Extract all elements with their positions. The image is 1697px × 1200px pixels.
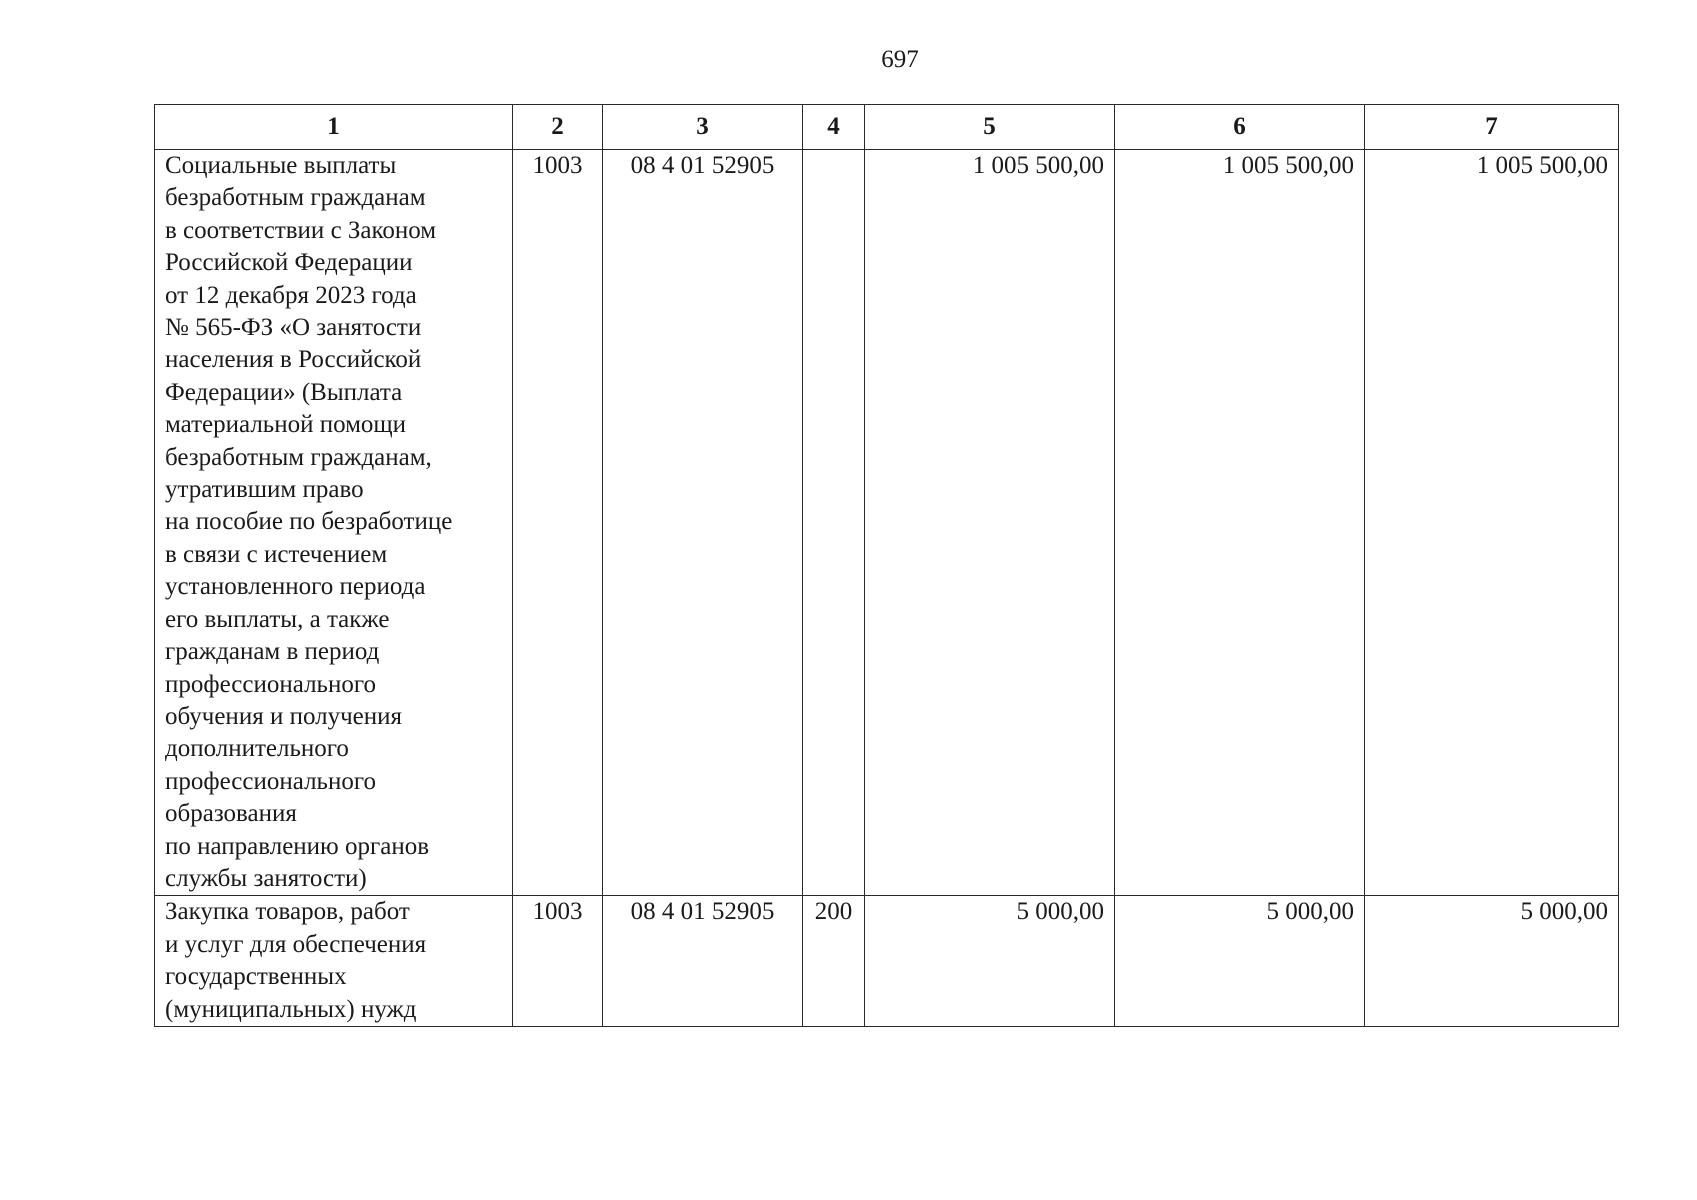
expense-type-code — [803, 150, 865, 896]
column-header: 1 — [155, 105, 513, 150]
description-line: безработным гражданам — [165, 184, 426, 212]
table-row — [155, 150, 1619, 896]
description-line: гражданам в период — [165, 638, 380, 666]
column-header: 4 — [803, 105, 865, 150]
description-line: Социальные выплаты — [165, 152, 397, 179]
column-header: 5 — [865, 105, 1115, 150]
amount-cell: 5 000,00 — [1115, 896, 1365, 1027]
description-line: Российской Федерации — [165, 249, 413, 277]
column-header: 6 — [1115, 105, 1365, 150]
row-description — [155, 896, 513, 1027]
description-line: службы занятости) — [165, 864, 367, 892]
description-line: обучения и получения — [165, 702, 403, 730]
description-line: безработным гражданам, — [165, 443, 432, 471]
description-line: № 565-ФЗ «О занятости — [165, 314, 422, 342]
description-line: утратившим право — [165, 476, 364, 504]
section-code: 1003 — [513, 896, 603, 1027]
description-line: профессионального — [165, 670, 376, 698]
column-header: 7 — [1365, 105, 1619, 150]
description-line: в соответствии с Законом — [165, 216, 437, 244]
description-line: государственных — [165, 963, 347, 991]
amount-cell: 1 005 500,00 — [865, 150, 1115, 896]
description-line: профессионального — [165, 767, 376, 795]
amount-cell: 1 005 500,00 — [1115, 150, 1365, 896]
target-article-code: 08 4 01 52905 — [603, 150, 803, 896]
description-line: Закупка товаров, работ — [165, 898, 410, 926]
description-line: по направлению органов — [165, 832, 430, 860]
description-line: образования — [165, 800, 297, 828]
expense-type-code: 200 — [803, 896, 865, 1027]
description-line: его выплаты, а также — [165, 605, 390, 633]
budget-table — [154, 104, 1619, 1027]
column-header: 3 — [603, 105, 803, 150]
section-code: 1003 — [513, 150, 603, 896]
description-line: материальной помощи — [165, 411, 407, 439]
description-line: от 12 декабря 2023 года — [165, 281, 417, 309]
amount-cell: 5 000,00 — [1365, 896, 1619, 1027]
table-header-row — [155, 105, 1619, 150]
description-line: на пособие по безработице — [165, 508, 453, 536]
row-description — [155, 150, 513, 896]
column-header: 2 — [513, 105, 603, 150]
table-row — [155, 896, 1619, 1027]
description-line: в связи с истечением — [165, 540, 388, 568]
amount-cell: 1 005 500,00 — [1365, 150, 1619, 896]
description-line: Федерации» (Выплата — [165, 378, 403, 406]
amount-cell: 5 000,00 — [865, 896, 1115, 1027]
target-article-code: 08 4 01 52905 — [603, 896, 803, 1027]
description-line: (муниципальных) нужд — [165, 995, 417, 1023]
description-line: и услуг для обеспечения — [165, 930, 427, 958]
page-number: 697 — [881, 46, 919, 73]
description-line: установленного периода — [165, 573, 426, 601]
description-line: населения в Российской — [165, 346, 422, 374]
description-line: дополнительного — [165, 735, 349, 763]
